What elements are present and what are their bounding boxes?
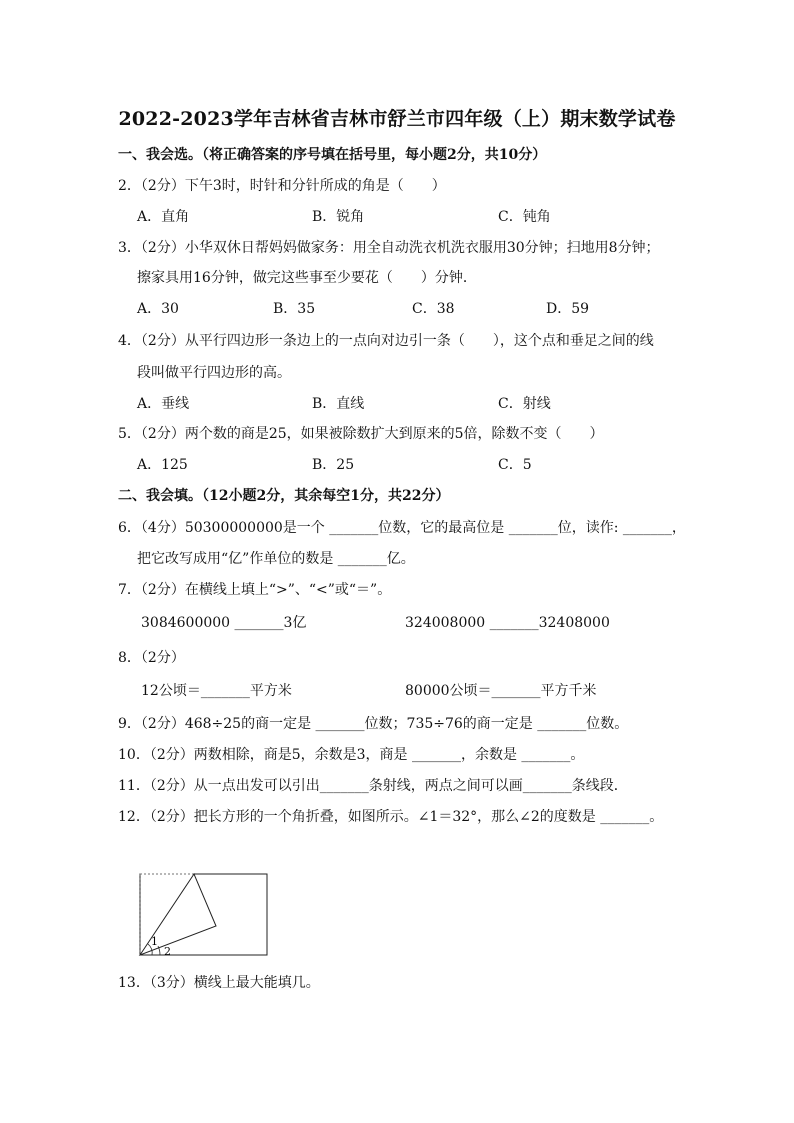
q3-option-d: D．59 bbox=[546, 301, 590, 317]
q5-option-b: B．25 bbox=[312, 457, 355, 473]
question-8: 8．（2分） bbox=[118, 650, 185, 666]
q5-option-a: A．125 bbox=[137, 457, 188, 473]
question-12: 12．（2分）把长方形的一个角折叠，如图所示。∠1＝32°，那么∠2的度数是 _______。 bbox=[118, 809, 664, 825]
q4-option-c: C．射线 bbox=[498, 396, 551, 412]
section1-heading: 一、我会选。（将正确答案的序号填在括号里，每小题2分，共10分） bbox=[118, 147, 547, 163]
folded-rectangle-figure bbox=[138, 872, 270, 960]
question-5: 5．（2分）两个数的商是25，如果被除数扩大到原来的5倍，除数不变（ ） bbox=[118, 426, 604, 442]
angle-1-label: 1 bbox=[151, 935, 158, 948]
q7-compare-left: 3084600000 _______3亿 bbox=[141, 615, 307, 631]
angle-2-label: 2 bbox=[164, 945, 171, 958]
q2-option-c: C．钝角 bbox=[498, 209, 551, 225]
question-11: 11．（2分）从一点出发可以引出_______条射线，两点之间可以画_______条线段． bbox=[118, 778, 628, 794]
q3-option-a: A．30 bbox=[137, 301, 179, 317]
q3-option-c: C．38 bbox=[412, 301, 455, 317]
question-6-line1: 6．（4分）50300000000是一个 _______位数，它的最高位是 _______位，读作: _______， bbox=[118, 520, 686, 536]
question-7: 7．（2分）在横线上填上“>”、“<”或“＝”。 bbox=[118, 582, 392, 598]
rectangle-outline bbox=[140, 874, 267, 955]
q8-convert-left: 12公顷＝_______平方米 bbox=[141, 683, 292, 699]
question-13: 13．（3分）横线上最大能填几。 bbox=[118, 975, 320, 991]
question-9: 9．（2分）468÷25的商一定是 _______位数；735÷76的商一定是 _______位数。 bbox=[118, 716, 629, 732]
question-3-line2: 擦家具用16分钟，做完这些事至少要花（ ）分钟． bbox=[137, 270, 477, 286]
question-3-line1: 3．（2分）小华双休日帮妈妈做家务：用全自动洗衣机洗衣服用30分钟；扫地用8分钟； bbox=[118, 240, 660, 256]
q5-option-c: C．5 bbox=[498, 457, 532, 473]
q4-option-a: A．垂线 bbox=[137, 396, 190, 412]
question-6-line2: 把它改写成用“亿”作单位的数是 _______亿。 bbox=[137, 551, 415, 567]
q3-option-b: B．35 bbox=[273, 301, 316, 317]
q4-option-b: B．直线 bbox=[312, 396, 365, 412]
q2-option-a: A．直角 bbox=[137, 209, 190, 225]
section2-heading: 二、我会填。（12小题2分，其余每空1分，共22分） bbox=[118, 488, 450, 504]
q7-compare-right: 324008000 _______32408000 bbox=[405, 615, 610, 631]
page-title: 2022-2023学年吉林省吉林市舒兰市四年级（上）期末数学试卷 bbox=[118, 108, 676, 130]
q8-convert-right: 80000公顷＝_______平方千米 bbox=[405, 683, 597, 699]
question-4-line1: 4．（2分）从平行四边形一条边上的一点向对边引一条（ ），这个点和垂足之间的线 bbox=[118, 333, 654, 349]
question-2: 2．（2分）下午3时，时针和分针所成的角是（ ） bbox=[118, 178, 446, 194]
question-4-line2: 段叫做平行四边形的高。 bbox=[137, 365, 291, 381]
q2-option-b: B．锐角 bbox=[312, 209, 365, 225]
question-10: 10．（2分）两数相除，商是5，余数是3，商是 _______，余数是 _______。 bbox=[118, 747, 585, 763]
